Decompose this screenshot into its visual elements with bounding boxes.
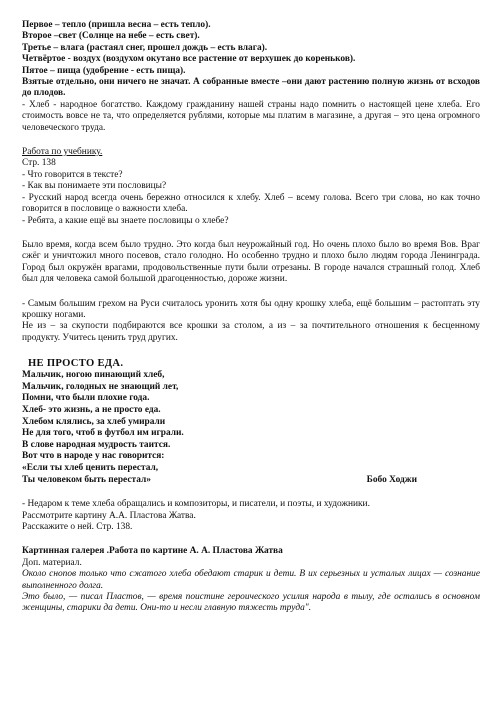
proverbs-question: - Ребята, а какие ещё вы знаете пословицы о хлебе? xyxy=(22,215,229,226)
textbook-heading: Работа по учебнику. xyxy=(22,147,103,158)
poem-line: Не для того, чтоб в футбол им играли. xyxy=(22,428,184,439)
poem-line: «Если ты хлеб ценить перестал, xyxy=(22,462,159,473)
poem-line: Мальчик, ногою пинающий хлеб, xyxy=(22,370,165,381)
gallery-heading: Картинная галерея .Работа по картине А. А. Пластова Жатва xyxy=(22,546,283,557)
poem-line: Вот что в народе у нас говорится: xyxy=(22,451,165,462)
war-paragraph: Было время, когда всем было трудно. Это когда был неурожайный год. Но очень плохо было во время Вов. Враг сжёг и уничтожил много посевов, стало голодно. Но особенно трудно и плохо было людям города Ленинграда. Город был окружён врагами, продовольственные пути были отрезаны. В городе начался страшный голод. Хлеб был для человека самой большой драгоценностью, дороже жизни. xyxy=(22,239,480,285)
poem-last-row xyxy=(22,475,417,487)
textbook-question-1: - Что говорится в тексте? xyxy=(22,169,123,180)
poem-last-line: Ты человеком быть перестал» xyxy=(22,474,151,485)
gallery-italic-2: Это было, — писал Пластов, — время поистине героического усилия народа в тылу, где остались в основном женщины, старики да дети. Они-то и несли главную тяжесть труда". xyxy=(22,591,480,614)
intro-line-3: Третье – влага (растаял снег, прошел дождь – есть влага). xyxy=(22,42,268,53)
gallery-italic-1: Около снопов только что сжатого хлеба обедают старик и дети. В их серьезных и усталых лицах — сознание выполненного долга. xyxy=(22,569,480,591)
poem-line: Хлеб- это жизнь, а не просто еда. xyxy=(22,404,161,415)
composers-line-2: Рассмотрите картину А.А. Пластова Жатва. xyxy=(22,510,196,521)
textbook-page: Стр. 138 xyxy=(22,158,56,169)
intro-line-2: Второе –свет (Солнце на небе – есть свет). xyxy=(22,31,200,42)
intro-conclusion: Взятые отдельно, они ничего не значат. А собранные вместе –они дают растению полную жизнь от всходов до плодов. xyxy=(22,77,480,99)
sin-paragraph-2: Не из – за скупости подбираются все крошки за столом, а из – за почтительного отношения к бесценному продукту. Учитесь ценить труд других. xyxy=(22,321,480,343)
gallery-material: Доп. материал. xyxy=(22,557,82,568)
intro-line-5: Пятое – пища (удобрение - есть пища). xyxy=(22,65,186,76)
russian-people-paragraph: - Русский народ всегда очень бережно относился к хлебу. Хлеб – всему голова. Всего три слова, но как точно говорится в пословице о важности хлеба. xyxy=(22,192,480,215)
poem-line: В слове народная мудрость таится. xyxy=(22,439,171,450)
poem-line: Помни, что были плохие года. xyxy=(22,393,150,404)
poem-line: Мальчик, голодных не знающий лет, xyxy=(22,381,179,392)
intro-line-1: Первое – тепло (пришла весна – есть тепло). xyxy=(22,20,211,30)
poem-author: Бобо Ходжи xyxy=(366,474,417,485)
sin-paragraph-1: - Самым большим грехом на Руси считалось уронить хотя бы одну крошку хлеба, ещё большим – растоптать эту крошку ногами. xyxy=(22,298,480,320)
intro-note: - Хлеб - народное богатство. Каждому гражданину нашей страны надо помнить о настоящей цене хлеба. Его стоимость вовсе не та, что определяется рублями, которые мы платим в магазине, а другая – это цена огромного человеческого труда. xyxy=(22,99,480,133)
composers-line-3: Расскажите о ней. Стр. 138. xyxy=(22,521,133,532)
composers-line-1: - Недаром к теме хлеба обращались и композиторы, и писатели, и поэты, и художники. xyxy=(22,499,370,510)
poem-line: Хлебом клялись, за хлеб умирали xyxy=(22,416,166,427)
poem-title: НЕ ПРОСТО ЕДА. xyxy=(28,358,124,370)
textbook-question-2: - Как вы понимаете эти пословицы? xyxy=(22,181,167,192)
intro-line-4: Четвёртое - воздух (воздухом окутано все растение от верхушек до кореньков). xyxy=(22,54,356,65)
